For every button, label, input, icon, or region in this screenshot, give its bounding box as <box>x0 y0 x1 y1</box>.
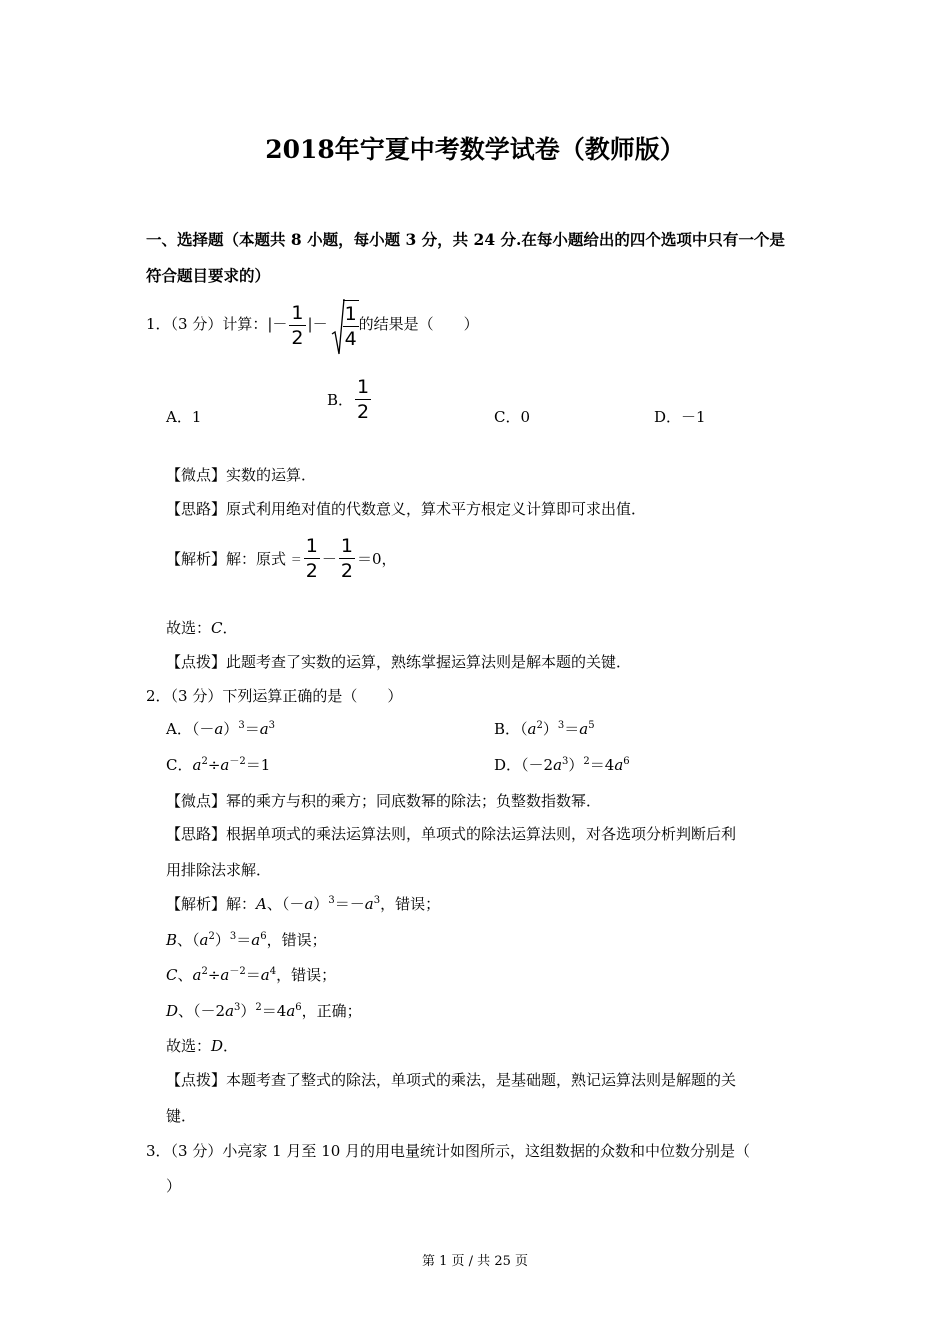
q1-choice-label: 故选： <box>166 619 212 637</box>
q1-option-b-label: B． <box>327 391 354 409</box>
q1-choice-letter: C <box>211 619 223 637</box>
q2-option-a: A．$(-a)^3=a^3$ <box>166 720 276 738</box>
q1-sqrt <box>331 300 359 350</box>
q1-option-d: D．－1 <box>654 408 706 426</box>
section-heading-line2: 符合题目要求的） <box>146 266 271 285</box>
q1-comment: 【点拨】此题考查了实数的运算，熟练掌握运算法则是解本题的关键． <box>166 653 632 671</box>
q2-solution-b: B、$(a^2)^3=a^6$，错误； <box>166 931 327 949</box>
q1-point: 【微点】实数的运算． <box>166 466 317 484</box>
q2-solution-c: C、$a^2\div a^{-2}=a^4$，错误； <box>166 966 337 984</box>
q1-solution-frac2 <box>339 535 355 582</box>
q2-choice-label: 故选： <box>166 1037 212 1055</box>
q1-option-c: C．0 <box>494 408 531 426</box>
q3-stem-line2: ） <box>166 1177 182 1195</box>
q1-solution-num2: 1 <box>340 535 353 557</box>
q2-idea-line1: 【思路】根据单项式的乘法运算法则，单项式的除法运算法则，对各选项分析判断后利 <box>166 825 737 843</box>
q1-frac <box>289 302 305 349</box>
q1-sqrt-num: 1 <box>344 303 357 325</box>
q1-stem-prefix: 1．（3 分）计算：|－ <box>146 315 288 333</box>
q2-point: 【微点】幂的乘方与积的乘方；同底数幂的除法；负整数指数幂． <box>166 792 602 810</box>
q1-choice <box>166 617 238 638</box>
q1-solution-prefix: 【解析】解：原式 <box>166 550 287 568</box>
page-footer: 第 1 页 / 共 25 页 <box>422 1254 528 1269</box>
sqrt-radical-icon <box>331 296 345 356</box>
q1-option-a: A．1 <box>166 408 202 426</box>
q1-solution-end: ＝0， <box>357 550 397 568</box>
q1-option-b-num: 1 <box>357 376 370 398</box>
q1-sqrt-den: 4 <box>344 328 357 350</box>
q2-idea-line2: 用排除法求解． <box>166 861 272 879</box>
q3-stem-line1: 3．（3 分）小亮家 1 月至 10 月的用电量统计如图所示，这组数据的众数和中位数分别是（ <box>146 1142 751 1160</box>
q2-solution-a: 【解析】解：A、$(-a)^3=-a^3$，错误； <box>166 895 441 913</box>
section-heading-line1: 一、选择题（本题共 8 小题，每小题 3 分，共 24 分.在每小题给出的四个选项中只有一个是 <box>146 230 785 249</box>
q1-solution-eq: ＝ <box>290 552 302 566</box>
q2-comment-line1: 【点拨】本题考查了整式的除法，单项式的乘法，是基础题，熟记运算法则是解题的关 <box>166 1071 737 1089</box>
q2-comment-line2: 键． <box>166 1107 197 1125</box>
q2-option-b: B．$(a^2)^3=a^5$ <box>494 720 595 738</box>
q1-stem-mid: |－ <box>307 315 328 333</box>
q1-solution-minus: － <box>321 550 337 568</box>
q1-idea: 【思路】原式利用绝对值的代数意义，算术平方根定义计算即可求出值． <box>166 500 647 518</box>
q1-stem <box>146 300 479 350</box>
q2-solution-d: D、$(-2a^3)^2=4a^6$，正确； <box>166 1002 362 1020</box>
q1-frac-num: 1 <box>291 301 304 324</box>
q2-option-d: D．$(-2a^3)^2=4a^6$ <box>494 756 630 774</box>
page-title: 2018年宁夏中考数学试卷（教师版） <box>265 135 685 164</box>
q2-choice-letter: D <box>211 1037 224 1055</box>
q1-stem-suffix: 的结果是（ ） <box>358 315 479 333</box>
q2-choice <box>166 1035 238 1056</box>
q1-frac-den: 2 <box>291 326 304 349</box>
q1-solution-den2: 2 <box>340 560 353 582</box>
q1-sqrt-frac <box>343 300 359 350</box>
q2-option-c: C．$a^2\div a^{-2}=1$ <box>166 756 271 774</box>
q2-solution-prefix: 【解析】解： <box>166 895 257 913</box>
q2-stem: 2．（3 分）下列运算正确的是（ ） <box>146 687 403 705</box>
q1-solution-den1: 2 <box>305 560 318 582</box>
q1-option-b-frac <box>355 376 371 423</box>
q1-option-b-den: 2 <box>357 401 370 423</box>
q1-choice-end: ． <box>222 619 238 637</box>
q1-solution <box>166 535 397 582</box>
q1-option-b <box>327 376 373 423</box>
q1-solution-num1: 1 <box>305 535 318 557</box>
q2-choice-end: ． <box>223 1037 239 1055</box>
q1-solution-frac1 <box>304 535 320 582</box>
